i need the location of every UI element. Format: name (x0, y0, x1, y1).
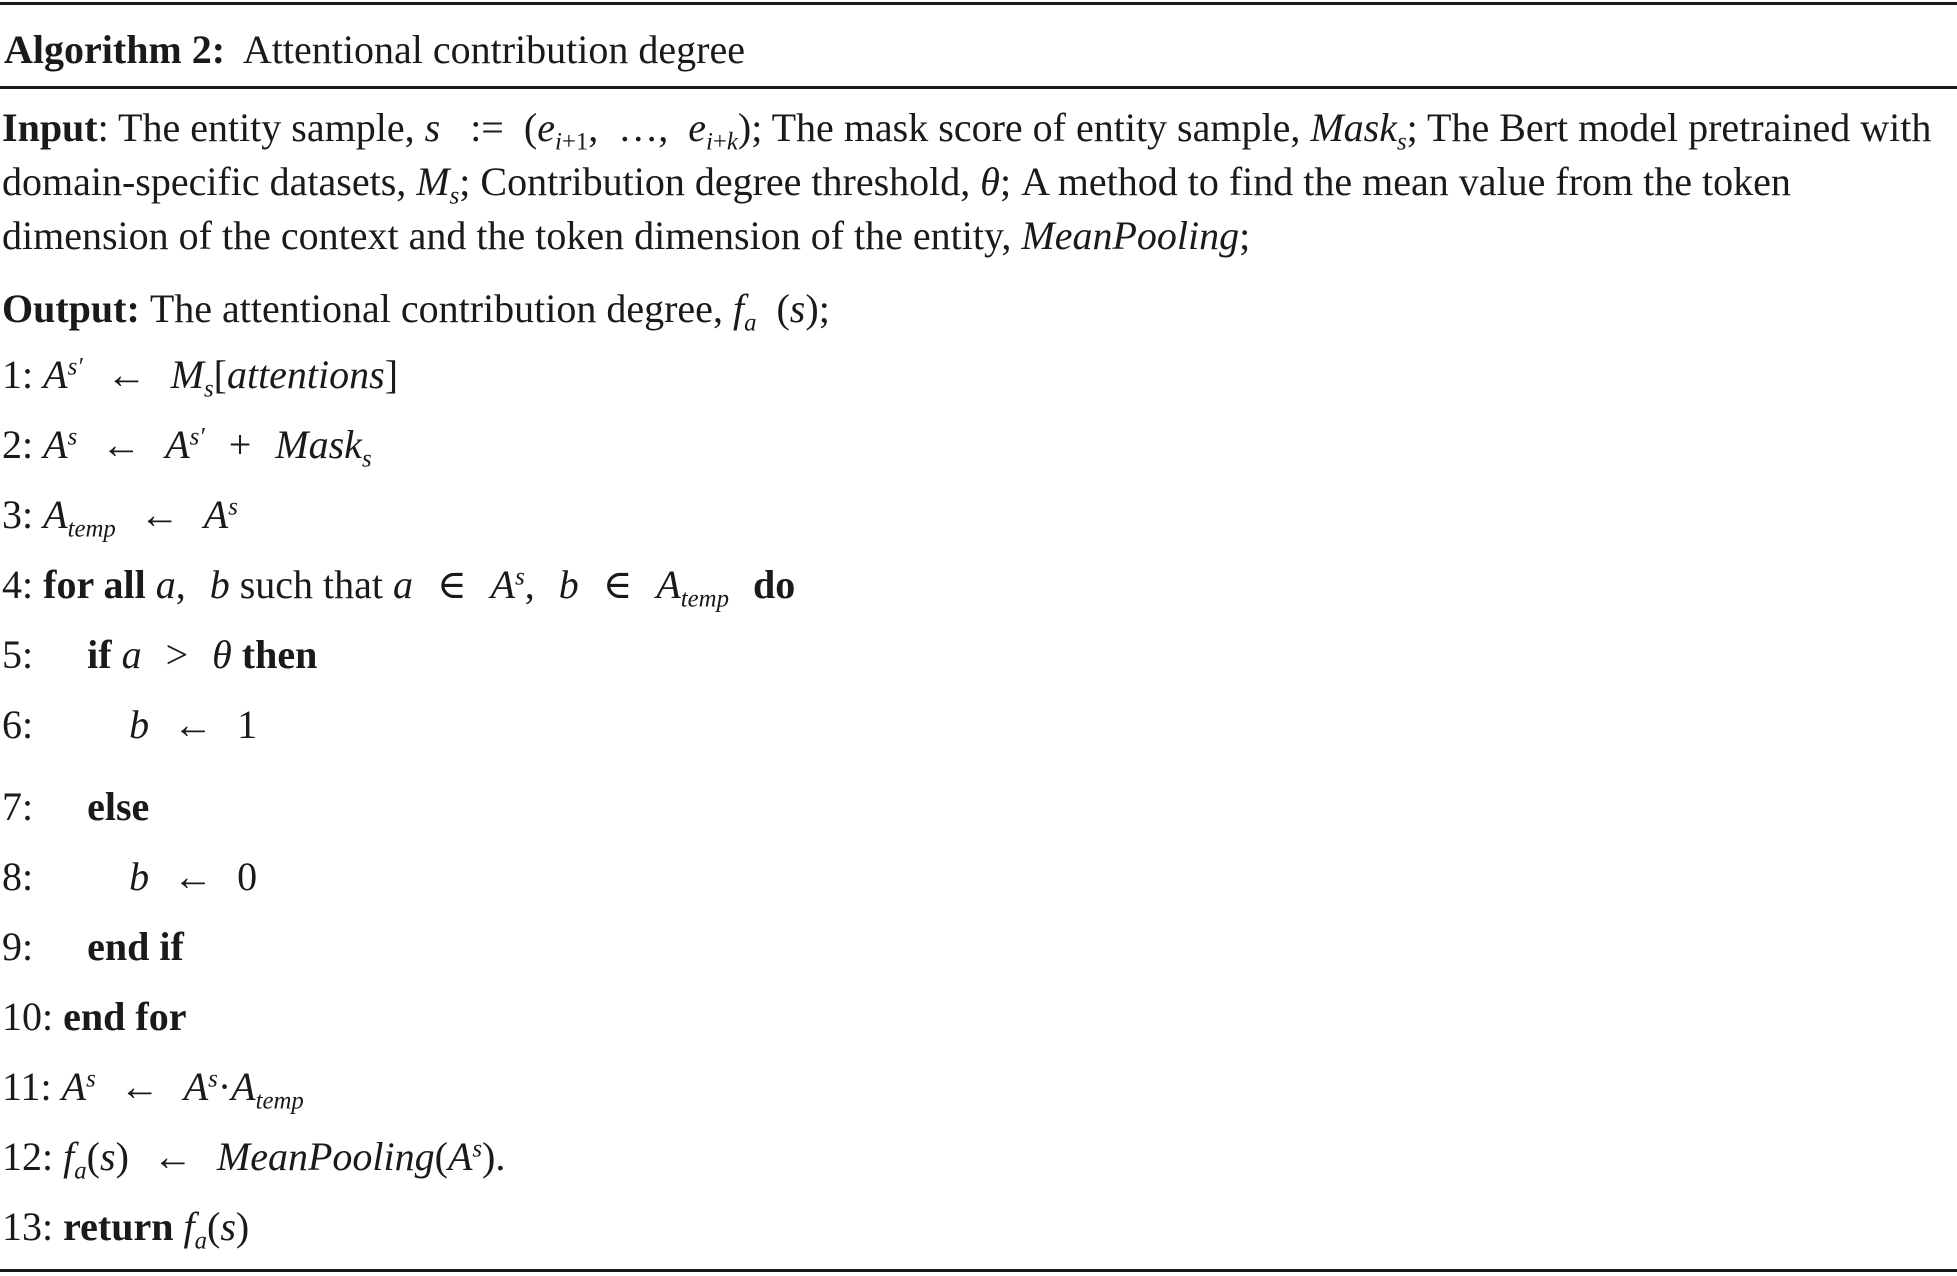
keyword-for-all: for all (43, 562, 146, 607)
value-one: 1 (237, 702, 258, 747)
step-number: 10: (2, 994, 54, 1039)
step-number: 1: (2, 352, 34, 397)
step-number: 3: (2, 492, 34, 537)
keyword-such-that: such that (239, 562, 384, 607)
attentions-term: attentions (226, 352, 385, 397)
step-5: 5: if a > θ then (2, 632, 318, 677)
mean-pooling-term: MeanPooling (216, 1134, 435, 1179)
keyword-return: return (63, 1204, 174, 1249)
input-label: Input (2, 105, 98, 150)
keyword-else: else (87, 784, 150, 829)
input-text-2: ; The mask score of entity sample, (751, 105, 1311, 150)
step-number: 2: (2, 422, 34, 467)
algorithm-label: Algorithm 2: (4, 27, 226, 72)
step-12: 12: $f_a(s)$ ← $MeanPooling(A^s)$. (2, 1134, 506, 1185)
top-rule (0, 2, 1957, 5)
step-11: 11: $A^s$ ← $A^s\cdot A_{temp}$ (2, 1064, 304, 1115)
step-number: 12: (2, 1134, 54, 1179)
output-spec: Output: The attentional contribution degree, $f_a$ (s); (2, 286, 830, 337)
keyword-end-if: end if (87, 924, 184, 969)
step-9 (2, 920, 184, 974)
step-number: 7: (2, 784, 34, 829)
input-method-name: MeanPooling (1021, 213, 1240, 258)
input-text-5: ; A method to find the mean value from the token dimension of the context and the token dimension of the entity, (2, 159, 1791, 258)
step-number: 11: (2, 1064, 52, 1109)
keyword-end-for: end for (63, 994, 187, 1039)
step-6: 6: b ← 1 (2, 702, 258, 747)
step-13: 13: return $f_a(s)$ (2, 1204, 250, 1255)
input-text-3: ; The Bert model pretrained with domain-specific datasets, (2, 105, 1932, 204)
bottom-rule (0, 1269, 1957, 1272)
step-number: 9: (2, 924, 34, 969)
output-text: The attentional contribution degree, (149, 286, 733, 331)
step-number: 13: (2, 1204, 54, 1249)
keyword-if: if (87, 632, 112, 677)
step-number: 4: (2, 562, 34, 607)
title-rule (0, 86, 1957, 89)
step-number: 6: (2, 702, 34, 747)
input-text-1: : The entity sample, (97, 105, 425, 150)
step-8: 8: b ← 0 (2, 854, 258, 899)
step-number: 8: (2, 854, 34, 899)
step-3: 3: $A_{temp}$ ← $A^s$ (2, 492, 238, 543)
step-7 (2, 780, 149, 834)
keyword-do: do (752, 562, 796, 607)
algorithm-name: Attentional contribution degree (242, 27, 745, 72)
output-label: Output: (2, 286, 140, 331)
step-2: 2: $A^s$ ← $A^{s'}$ + Mask$_s$ (2, 422, 372, 473)
step-4: 4: for all a, b such that a ∈ $A^s$, b ∈ $A_{temp}$ do (2, 562, 796, 613)
input-text-4: ; Contribution degree threshold, (459, 159, 981, 204)
input-text-6: ; (1239, 213, 1251, 258)
output-end: ; (818, 286, 830, 331)
step-number: 5: (2, 632, 34, 677)
input-spec: Input: The entity sample, s := ($e_{i+1}$, …, $e_{i+k}$); The mask score of entity sample, Mask$_s$; The Bert model pretrained with domain-specific datasets, $M_s$; Contribution degree threshold, θ; A method to find the mean value from the token dimension of the context and the token dimension of the entity, MeanPooling; (2, 105, 1932, 258)
step-1: 1: $A^{s'}$ ← $M_s[attentions]$ (2, 352, 399, 403)
algorithm-title (4, 26, 745, 74)
step-10 (2, 990, 186, 1044)
keyword-then: then (241, 632, 318, 677)
value-zero: 0 (237, 854, 258, 899)
